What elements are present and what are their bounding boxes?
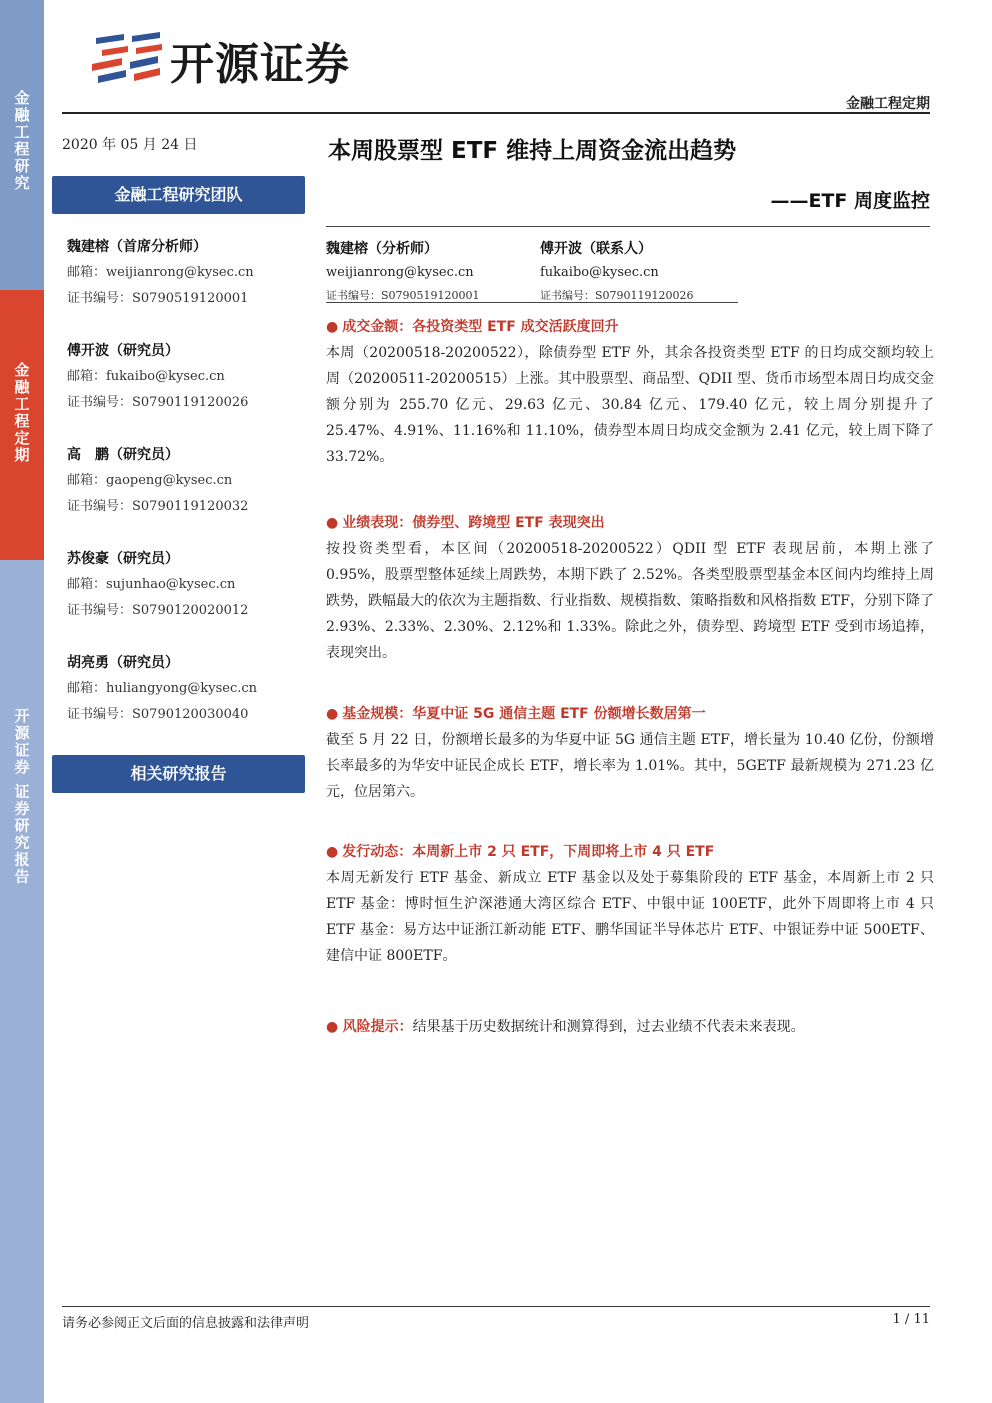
bullet-icon: ● (326, 1019, 343, 1035)
side-label-brand: 开源证券 证券研究报告 (12, 708, 31, 886)
team-heading-button[interactable]: 金融工程研究团队 (52, 176, 305, 214)
side-seg-research (0, 0, 44, 290)
bullet-icon: ● (326, 706, 339, 722)
team-member (67, 234, 254, 312)
team-member (67, 546, 248, 624)
bullet-icon: ● (326, 844, 339, 860)
member-email[interactable]: 邮箱：weijianrong@kysec.cn (67, 265, 254, 280)
footer-disclaimer: 请务必参阅正文后面的信息披露和法律声明 (62, 1316, 310, 1331)
section-performance (326, 510, 934, 666)
member-cert: 证书编号：S0790119120032 (67, 499, 249, 514)
side-seg-brand (0, 560, 44, 1403)
side-strip (0, 0, 44, 1403)
analyst-email[interactable]: fukaibo@kysec.cn (540, 265, 659, 280)
section-heading (326, 510, 934, 536)
section-heading-text: 发行动态：本周新上市 2 只 ETF，下周即将上市 4 只 ETF (342, 844, 715, 860)
section-body: 截至 5 月 22 日，份额增长最多的为华夏中证 5G 通信主题 ETF，增长量为 10.40 亿份，份额增长率最多的为华安中证民企成长 ETF，增长率为 1.01%。其中，5GETF 最新规模为 271.23 亿元，位居第六。 (326, 732, 934, 800)
member-email[interactable]: 邮箱：huliangyong@kysec.cn (67, 681, 258, 696)
side-label-research: 金融工程研究 (12, 90, 31, 192)
header-category: 金融工程定期 (846, 96, 930, 112)
analyst-cert: 证书编号：S0790519120001 (326, 289, 480, 302)
footer-divider (62, 1306, 930, 1307)
title-divider (326, 226, 930, 227)
bullet-icon: ● (326, 515, 339, 531)
bullet-icon: ● (326, 319, 339, 335)
logo-mark-icon (88, 28, 166, 92)
analyst-name: 傅开波（联系人） (540, 241, 652, 257)
logo-text: 开源证券 (170, 39, 350, 90)
analyst-divider (326, 302, 738, 303)
section-trading-volume (326, 314, 934, 470)
member-cert: 证书编号：S0790519120001 (67, 291, 249, 306)
risk-label: 风险提示： (342, 1019, 413, 1035)
side-label-periodic: 金融工程定期 (12, 362, 31, 464)
company-logo (88, 28, 350, 92)
member-name: 胡亮勇（研究员） (67, 655, 179, 671)
member-email[interactable]: 邮箱：gaopeng@kysec.cn (67, 473, 233, 488)
risk-notice (326, 1014, 805, 1040)
analyst-name: 魏建榕（分析师） (326, 241, 438, 257)
report-title: 本周股票型 ETF 维持上周资金流出趋势 (328, 138, 737, 164)
risk-text: 结果基于历史数据统计和测算得到，过去业绩不代表未来表现。 (412, 1019, 805, 1035)
member-name: 魏建榕（首席分析师） (67, 239, 207, 255)
team-member (67, 442, 248, 520)
page-number: 1 / 11 (892, 1312, 930, 1327)
section-body: 本周无新发行 ETF 基金、新成立 ETF 基金以及处于募集阶段的 ETF 基金，本周新上市 2 只 ETF 基金：博时恒生沪深港通大湾区综合 ETF、中银中证 100ETF，此外下周即将上市 4 只 ETF 基金：易方达中证浙江新动能 ETF、鹏华国证半导体芯片 ETF、中银证券中证 500ETF、建信中证 800ETF。 (326, 870, 934, 964)
section-heading (326, 839, 934, 865)
team-member (67, 650, 257, 728)
analyst-card (540, 238, 694, 307)
analyst-email[interactable]: weijianrong@kysec.cn (326, 265, 474, 280)
header-divider (62, 112, 930, 114)
report-date: 2020 年 05 月 24 日 (62, 137, 198, 153)
analyst-card (326, 238, 480, 307)
section-body: 本周（20200518-20200522），除债券型 ETF 外，其余各投资类型 ETF 的日均成交额均较上周（20200511-20200515）上涨。其中股票型、商品型、QDII 型、货币市场型本周日均成交金额分别为 255.70 亿元、29.63 亿元、30.84 亿元、179.40 亿元，较上周分别提升了 25.47%、4.91%、11.16%和 11.10%，债券型本周日均成交金额为 2.41 亿元，较上周下降了 33.72%。 (326, 345, 934, 465)
section-heading (326, 701, 934, 727)
section-heading-text: 成交金额：各投资类型 ETF 成交活跃度回升 (342, 319, 619, 335)
member-email[interactable]: 邮箱：sujunhao@kysec.cn (67, 577, 236, 592)
member-cert: 证书编号：S0790120030040 (67, 707, 249, 722)
member-cert: 证书编号：S0790119120026 (67, 395, 249, 410)
analyst-cert: 证书编号：S0790119120026 (540, 289, 694, 302)
member-name: 高 鹏（研究员） (67, 447, 179, 463)
member-cert: 证书编号：S0790120020012 (67, 603, 249, 618)
member-name: 傅开波（研究员） (67, 343, 179, 359)
section-body: 按投资类型看，本区间（20200518-20200522）QDII 型 ETF 表现居前，本期上涨了 0.95%，股票型整体延续上周跌势，本期下跌了 2.52%。各类型股票型基金本区间内均维持上周跌势，跌幅最大的依次为主题指数、行业指数、规模指数、策略指数和风格指数 ETF，分别下降了 2.93%、2.33%、2.30%、2.12%和 1.33%。除此之外，债券型、跨境型 ETF 受到市场追捧，表现突出。 (326, 541, 934, 661)
team-member (67, 338, 248, 416)
section-fund-size (326, 701, 934, 805)
section-heading (326, 314, 934, 340)
member-email[interactable]: 邮箱：fukaibo@kysec.cn (67, 369, 225, 384)
report-subtitle: ——ETF 周度监控 (770, 190, 930, 212)
related-reports-button[interactable]: 相关研究报告 (52, 755, 305, 793)
section-issuance (326, 839, 934, 969)
side-seg-periodic (0, 290, 44, 560)
section-heading-text: 业绩表现：债券型、跨境型 ETF 表现突出 (342, 515, 605, 531)
section-heading-text: 基金规模：华夏中证 5G 通信主题 ETF 份额增长数居第一 (342, 706, 706, 722)
member-name: 苏俊豪（研究员） (67, 551, 179, 567)
